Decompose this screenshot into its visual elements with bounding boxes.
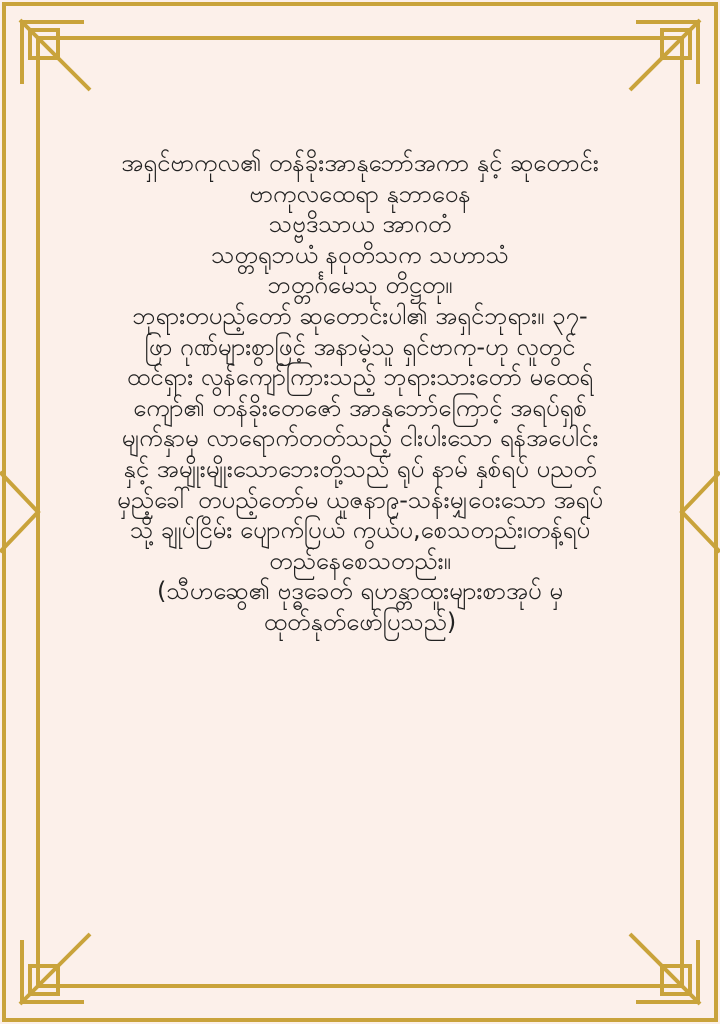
corner-ornament-top-right: [630, 20, 700, 90]
prayer-line: ဖြာ ဂုဏ်များစွာဖြင့် အနာမဲ့သူ ရှင်ဗာကု-ဟု လူတွင်: [144, 332, 576, 361]
prayer-line: နှင့် အမျိုးမျိုးသောဘေးတို့သည် ရုပ် နာမ် နှစ်ရပ် ပညတ်: [123, 454, 597, 483]
prayer-line: ဘုရားတပည့်တော် ဆုတောင်းပါ၏ အရှင်ဘုရား။ ၃၇-: [132, 301, 588, 330]
prayer-line: ကျော်၏ တန်ခိုးတေဇော် အာနုဘော်ကြောင့် အရပ်ရှစ်: [133, 393, 587, 422]
body-text: [40, 148, 680, 638]
prayer-line: သို့ ချုပ်ငြိမ်း ပျောက်ပြယ် ကွယ်ပ,စေသတည်း၊တန့်ရပ်: [129, 516, 591, 545]
prayer-line: မျက်နှာမှ လာရောက်တတ်သည့် ငါးပါးသော ရန်အပေါင်း: [121, 424, 599, 453]
pali-verse-line: သဗ္ဗဒိသာယ အာဂတံ: [268, 210, 452, 239]
title-line: အရှင်ဗာကုလ၏ တန်ခိုးအာနုဘော်အကာ နှင့် ဆုတောင်း: [121, 149, 599, 177]
prayer-line: တည်နေစေသတည်း။: [269, 546, 451, 575]
source-citation-line: ထုတ်နုတ်ဖော်ပြသည်): [263, 607, 457, 636]
prayer-line: မှည့်ခေါ် တပည့်တော်မ ယူဇနာ၉-သန်းမျှဝေးသော အရပ်: [117, 485, 603, 514]
corner-ornament-bottom-right: [630, 934, 700, 1004]
prayer-line: ထင်ရှား လွန်ကျော်ကြားသည့် ဘုရားသားတော် မထေရ်: [126, 363, 594, 392]
pali-verse-line: ဗာကုလထေရာ နုဘာဝေန: [249, 179, 471, 208]
pali-verse-line: ဘတ္တင်္ဂမေသု တိဋ္ဌတု။: [267, 271, 453, 300]
pali-verse-line: သတ္တရုဘယံ နဝုတိသက သဟာသံ: [211, 240, 509, 269]
corner-ornament-top-left: [20, 20, 90, 90]
source-citation-line: (သီဟဆွေ၏ ဗုဒ္ဓခေတ် ရဟန္တာထူးများစာအုပ် မှ: [157, 577, 563, 606]
corner-ornament-bottom-left: [20, 934, 90, 1004]
